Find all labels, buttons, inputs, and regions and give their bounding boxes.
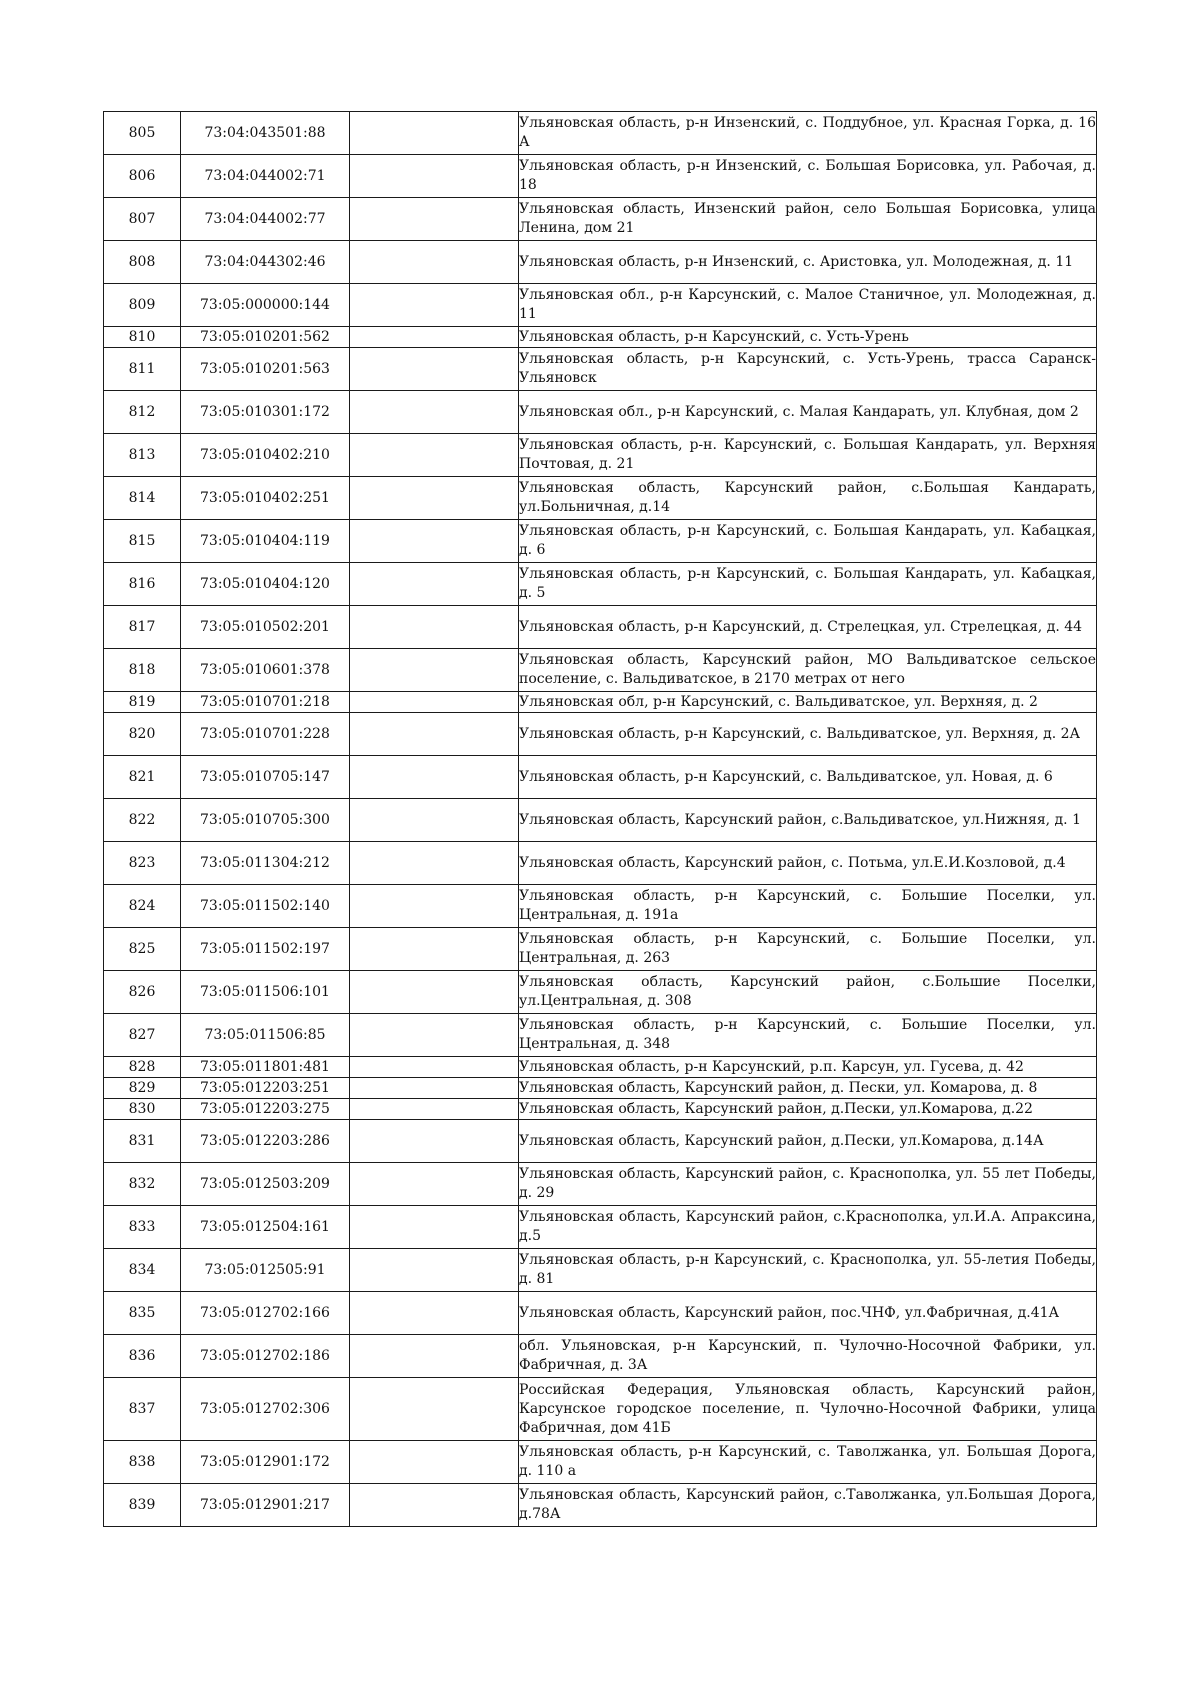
table-row bbox=[104, 1378, 1097, 1441]
empty-cell bbox=[350, 391, 519, 434]
table-row bbox=[104, 241, 1097, 284]
table-row bbox=[104, 1441, 1097, 1484]
row-number: 823 bbox=[104, 842, 181, 885]
address: Ульяновская область, р-н Инзенский, с. Аристовка, ул. Молодежная, д. 11 bbox=[519, 241, 1097, 284]
row-number: 810 bbox=[104, 327, 181, 348]
cadastral-number: 73:05:010502:201 bbox=[181, 606, 350, 649]
row-number: 825 bbox=[104, 928, 181, 971]
address: Ульяновская область, р-н Карсунский, с. Большие Поселки, ул. Центральная, д. 191а bbox=[519, 885, 1097, 928]
address: Ульяновская область, Карсунский район, д. Пески, ул. Комарова, д. 8 bbox=[519, 1078, 1097, 1099]
cadastral-number: 73:05:000000:144 bbox=[181, 284, 350, 327]
table-row bbox=[104, 1335, 1097, 1378]
address: Ульяновская обл, р-н Карсунский, с. Вальдиватское, ул. Верхняя, д. 2 bbox=[519, 692, 1097, 713]
empty-cell bbox=[350, 155, 519, 198]
empty-cell bbox=[350, 520, 519, 563]
table-row bbox=[104, 112, 1097, 155]
row-number: 833 bbox=[104, 1206, 181, 1249]
address: Ульяновская область, р-н Карсунский, с. Большая Кандарать, ул. Кабацкая, д. 6 bbox=[519, 520, 1097, 563]
cadastral-number: 73:05:012901:217 bbox=[181, 1484, 350, 1527]
row-number: 839 bbox=[104, 1484, 181, 1527]
table-row bbox=[104, 1249, 1097, 1292]
table-row bbox=[104, 327, 1097, 348]
table-row bbox=[104, 885, 1097, 928]
empty-cell bbox=[350, 1206, 519, 1249]
table-row bbox=[104, 198, 1097, 241]
address: Ульяновская область, Карсунский район, с.Таволжанка, ул.Большая Дорога, д.78А bbox=[519, 1484, 1097, 1527]
cadastral-number: 73:05:010402:251 bbox=[181, 477, 350, 520]
empty-cell bbox=[350, 112, 519, 155]
row-number: 820 bbox=[104, 713, 181, 756]
empty-cell bbox=[350, 842, 519, 885]
address: Ульяновская область, р-н Карсунский, с. Усть-Урень bbox=[519, 327, 1097, 348]
address: Российская Федерация, Ульяновская область, Карсунский район, Карсунское городское поселение, п. Чулочно-Носочной Фабрики, улица Фабричная, дом 41Б bbox=[519, 1378, 1097, 1441]
table-row bbox=[104, 477, 1097, 520]
empty-cell bbox=[350, 649, 519, 692]
address: Ульяновская область, р-н. Карсунский, с. Большая Кандарать, ул. Верхняя Почтовая, д. 21 bbox=[519, 434, 1097, 477]
table-row bbox=[104, 842, 1097, 885]
empty-cell bbox=[350, 198, 519, 241]
empty-cell bbox=[350, 885, 519, 928]
address: Ульяновская область, Карсунский район, с.Большая Кандарать, ул.Больничная, д.14 bbox=[519, 477, 1097, 520]
cadastral-number: 73:05:012203:251 bbox=[181, 1078, 350, 1099]
cadastral-number: 73:05:012702:166 bbox=[181, 1292, 350, 1335]
property-registry-table bbox=[103, 111, 1097, 1527]
cadastral-number: 73:05:011506:101 bbox=[181, 971, 350, 1014]
empty-cell bbox=[350, 692, 519, 713]
row-number: 826 bbox=[104, 971, 181, 1014]
table-row bbox=[104, 1078, 1097, 1099]
address: Ульяновская область, Карсунский район, пос.ЧНФ, ул.Фабричная, д.41А bbox=[519, 1292, 1097, 1335]
address: Ульяновская область, р-н Карсунский, с. Краснополка, ул. 55-летия Победы, д. 81 bbox=[519, 1249, 1097, 1292]
address: Ульяновская область, р-н Инзенский, с. Большая Борисовка, ул. Рабочая, д. 18 bbox=[519, 155, 1097, 198]
row-number: 821 bbox=[104, 756, 181, 799]
table-row bbox=[104, 1099, 1097, 1120]
cadastral-number: 73:05:011502:197 bbox=[181, 928, 350, 971]
row-number: 805 bbox=[104, 112, 181, 155]
empty-cell bbox=[350, 756, 519, 799]
empty-cell bbox=[350, 1292, 519, 1335]
cadastral-number: 73:05:010705:147 bbox=[181, 756, 350, 799]
row-number: 834 bbox=[104, 1249, 181, 1292]
cadastral-number: 73:05:010701:228 bbox=[181, 713, 350, 756]
row-number: 813 bbox=[104, 434, 181, 477]
address: Ульяновская область, Карсунский район, с.Краснополка, ул.И.А. Апраксина, д.5 bbox=[519, 1206, 1097, 1249]
table-row bbox=[104, 348, 1097, 391]
cadastral-number: 73:05:011304:212 bbox=[181, 842, 350, 885]
table-row bbox=[104, 1057, 1097, 1078]
table-row bbox=[104, 1206, 1097, 1249]
row-number: 811 bbox=[104, 348, 181, 391]
empty-cell bbox=[350, 1484, 519, 1527]
cadastral-number: 73:05:012505:91 bbox=[181, 1249, 350, 1292]
empty-cell bbox=[350, 563, 519, 606]
row-number: 828 bbox=[104, 1057, 181, 1078]
row-number: 835 bbox=[104, 1292, 181, 1335]
empty-cell bbox=[350, 284, 519, 327]
table-row bbox=[104, 928, 1097, 971]
empty-cell bbox=[350, 1441, 519, 1484]
cadastral-number: 73:05:012702:306 bbox=[181, 1378, 350, 1441]
row-number: 838 bbox=[104, 1441, 181, 1484]
address: Ульяновская область, р-н Карсунский, с. Таволжанка, ул. Большая Дорога, д. 110 а bbox=[519, 1441, 1097, 1484]
address: Ульяновская область, Карсунский район, с.Большие Поселки, ул.Центральная, д. 308 bbox=[519, 971, 1097, 1014]
address: Ульяновская область, р-н Карсунский, д. Стрелецкая, ул. Стрелецкая, д. 44 bbox=[519, 606, 1097, 649]
empty-cell bbox=[350, 1378, 519, 1441]
address: Ульяновская область, р-н Карсунский, с. Большая Кандарать, ул. Кабацкая, д. 5 bbox=[519, 563, 1097, 606]
address: Ульяновская обл., р-н Карсунский, с. Малая Кандарать, ул. Клубная, дом 2 bbox=[519, 391, 1097, 434]
cadastral-number: 73:05:010201:562 bbox=[181, 327, 350, 348]
empty-cell bbox=[350, 1057, 519, 1078]
cadastral-number: 73:05:010404:119 bbox=[181, 520, 350, 563]
cadastral-number: 73:05:010404:120 bbox=[181, 563, 350, 606]
cadastral-number: 73:05:011801:481 bbox=[181, 1057, 350, 1078]
cadastral-number: 73:05:010402:210 bbox=[181, 434, 350, 477]
empty-cell bbox=[350, 1078, 519, 1099]
row-number: 818 bbox=[104, 649, 181, 692]
table-row bbox=[104, 284, 1097, 327]
empty-cell bbox=[350, 477, 519, 520]
empty-cell bbox=[350, 1249, 519, 1292]
empty-cell bbox=[350, 348, 519, 391]
table-row bbox=[104, 606, 1097, 649]
address: Ульяновская область, Карсунский район, с.Вальдиватское, ул.Нижняя, д. 1 bbox=[519, 799, 1097, 842]
address: Ульяновская область, Карсунский район, с. Потьма, ул.Е.И.Козловой, д.4 bbox=[519, 842, 1097, 885]
empty-cell bbox=[350, 928, 519, 971]
row-number: 827 bbox=[104, 1014, 181, 1057]
table-row bbox=[104, 1163, 1097, 1206]
row-number: 831 bbox=[104, 1120, 181, 1163]
empty-cell bbox=[350, 241, 519, 284]
address: Ульяновская область, Инзенский район, село Большая Борисовка, улица Ленина, дом 21 bbox=[519, 198, 1097, 241]
address: Ульяновская область, р-н Карсунский, с. Усть-Урень, трасса Саранск-Ульяновск bbox=[519, 348, 1097, 391]
cadastral-number: 73:04:043501:88 bbox=[181, 112, 350, 155]
row-number: 812 bbox=[104, 391, 181, 434]
table-row bbox=[104, 692, 1097, 713]
empty-cell bbox=[350, 1099, 519, 1120]
address: Ульяновская обл., р-н Карсунский, с. Малое Станичное, ул. Молодежная, д. 11 bbox=[519, 284, 1097, 327]
cadastral-number: 73:05:010201:563 bbox=[181, 348, 350, 391]
row-number: 837 bbox=[104, 1378, 181, 1441]
cadastral-number: 73:05:010601:378 bbox=[181, 649, 350, 692]
table-row bbox=[104, 1014, 1097, 1057]
table-row bbox=[104, 434, 1097, 477]
empty-cell bbox=[350, 971, 519, 1014]
empty-cell bbox=[350, 434, 519, 477]
row-number: 819 bbox=[104, 692, 181, 713]
address: Ульяновская область, р-н Карсунский, с. Большие Поселки, ул. Центральная, д. 263 bbox=[519, 928, 1097, 971]
table-row bbox=[104, 391, 1097, 434]
row-number: 809 bbox=[104, 284, 181, 327]
table-row bbox=[104, 756, 1097, 799]
cadastral-number: 73:05:010705:300 bbox=[181, 799, 350, 842]
address: Ульяновская область, Карсунский район, МО Вальдиватское сельское поселение, с. Вальдиватское, в 2170 метрах от него bbox=[519, 649, 1097, 692]
address: Ульяновская область, р-н Карсунский, с. Вальдиватское, ул. Верхняя, д. 2А bbox=[519, 713, 1097, 756]
address: обл. Ульяновская, р-н Карсунский, п. Чулочно-Носочной Фабрики, ул. Фабричная, д. 3А bbox=[519, 1335, 1097, 1378]
address: Ульяновская область, Карсунский район, д.Пески, ул.Комарова, д.14А bbox=[519, 1120, 1097, 1163]
cadastral-number: 73:04:044002:71 bbox=[181, 155, 350, 198]
address: Ульяновская область, Карсунский район, д.Пески, ул.Комарова, д.22 bbox=[519, 1099, 1097, 1120]
row-number: 829 bbox=[104, 1078, 181, 1099]
cadastral-number: 73:05:011506:85 bbox=[181, 1014, 350, 1057]
address: Ульяновская область, р-н Карсунский, с. Вальдиватское, ул. Новая, д. 6 bbox=[519, 756, 1097, 799]
row-number: 832 bbox=[104, 1163, 181, 1206]
cadastral-number: 73:05:012203:275 bbox=[181, 1099, 350, 1120]
cadastral-number: 73:04:044302:46 bbox=[181, 241, 350, 284]
row-number: 808 bbox=[104, 241, 181, 284]
table-row bbox=[104, 971, 1097, 1014]
row-number: 816 bbox=[104, 563, 181, 606]
address: Ульяновская область, р-н Карсунский, с. Большие Поселки, ул. Центральная, д. 348 bbox=[519, 1014, 1097, 1057]
cadastral-number: 73:05:010701:218 bbox=[181, 692, 350, 713]
table-row bbox=[104, 155, 1097, 198]
cadastral-number: 73:05:010301:172 bbox=[181, 391, 350, 434]
row-number: 822 bbox=[104, 799, 181, 842]
cadastral-number: 73:05:012203:286 bbox=[181, 1120, 350, 1163]
empty-cell bbox=[350, 1120, 519, 1163]
empty-cell bbox=[350, 606, 519, 649]
empty-cell bbox=[350, 327, 519, 348]
row-number: 806 bbox=[104, 155, 181, 198]
row-number: 830 bbox=[104, 1099, 181, 1120]
cadastral-number: 73:04:044002:77 bbox=[181, 198, 350, 241]
cadastral-number: 73:05:012901:172 bbox=[181, 1441, 350, 1484]
empty-cell bbox=[350, 713, 519, 756]
row-number: 807 bbox=[104, 198, 181, 241]
cadastral-number: 73:05:011502:140 bbox=[181, 885, 350, 928]
address: Ульяновская область, Карсунский район, с. Краснополка, ул. 55 лет Победы, д. 29 bbox=[519, 1163, 1097, 1206]
cadastral-number: 73:05:012702:186 bbox=[181, 1335, 350, 1378]
row-number: 815 bbox=[104, 520, 181, 563]
row-number: 824 bbox=[104, 885, 181, 928]
empty-cell bbox=[350, 1335, 519, 1378]
table-row bbox=[104, 713, 1097, 756]
table-row bbox=[104, 1484, 1097, 1527]
address: Ульяновская область, р-н Инзенский, с. Поддубное, ул. Красная Горка, д. 16 А bbox=[519, 112, 1097, 155]
cadastral-number: 73:05:012503:209 bbox=[181, 1163, 350, 1206]
empty-cell bbox=[350, 799, 519, 842]
row-number: 814 bbox=[104, 477, 181, 520]
row-number: 817 bbox=[104, 606, 181, 649]
address: Ульяновская область, р-н Карсунский, р.п. Карсун, ул. Гусева, д. 42 bbox=[519, 1057, 1097, 1078]
table-row bbox=[104, 563, 1097, 606]
table-row bbox=[104, 649, 1097, 692]
empty-cell bbox=[350, 1014, 519, 1057]
table-row bbox=[104, 1292, 1097, 1335]
row-number: 836 bbox=[104, 1335, 181, 1378]
table-row bbox=[104, 799, 1097, 842]
table-row bbox=[104, 1120, 1097, 1163]
cadastral-number: 73:05:012504:161 bbox=[181, 1206, 350, 1249]
table-row bbox=[104, 520, 1097, 563]
empty-cell bbox=[350, 1163, 519, 1206]
